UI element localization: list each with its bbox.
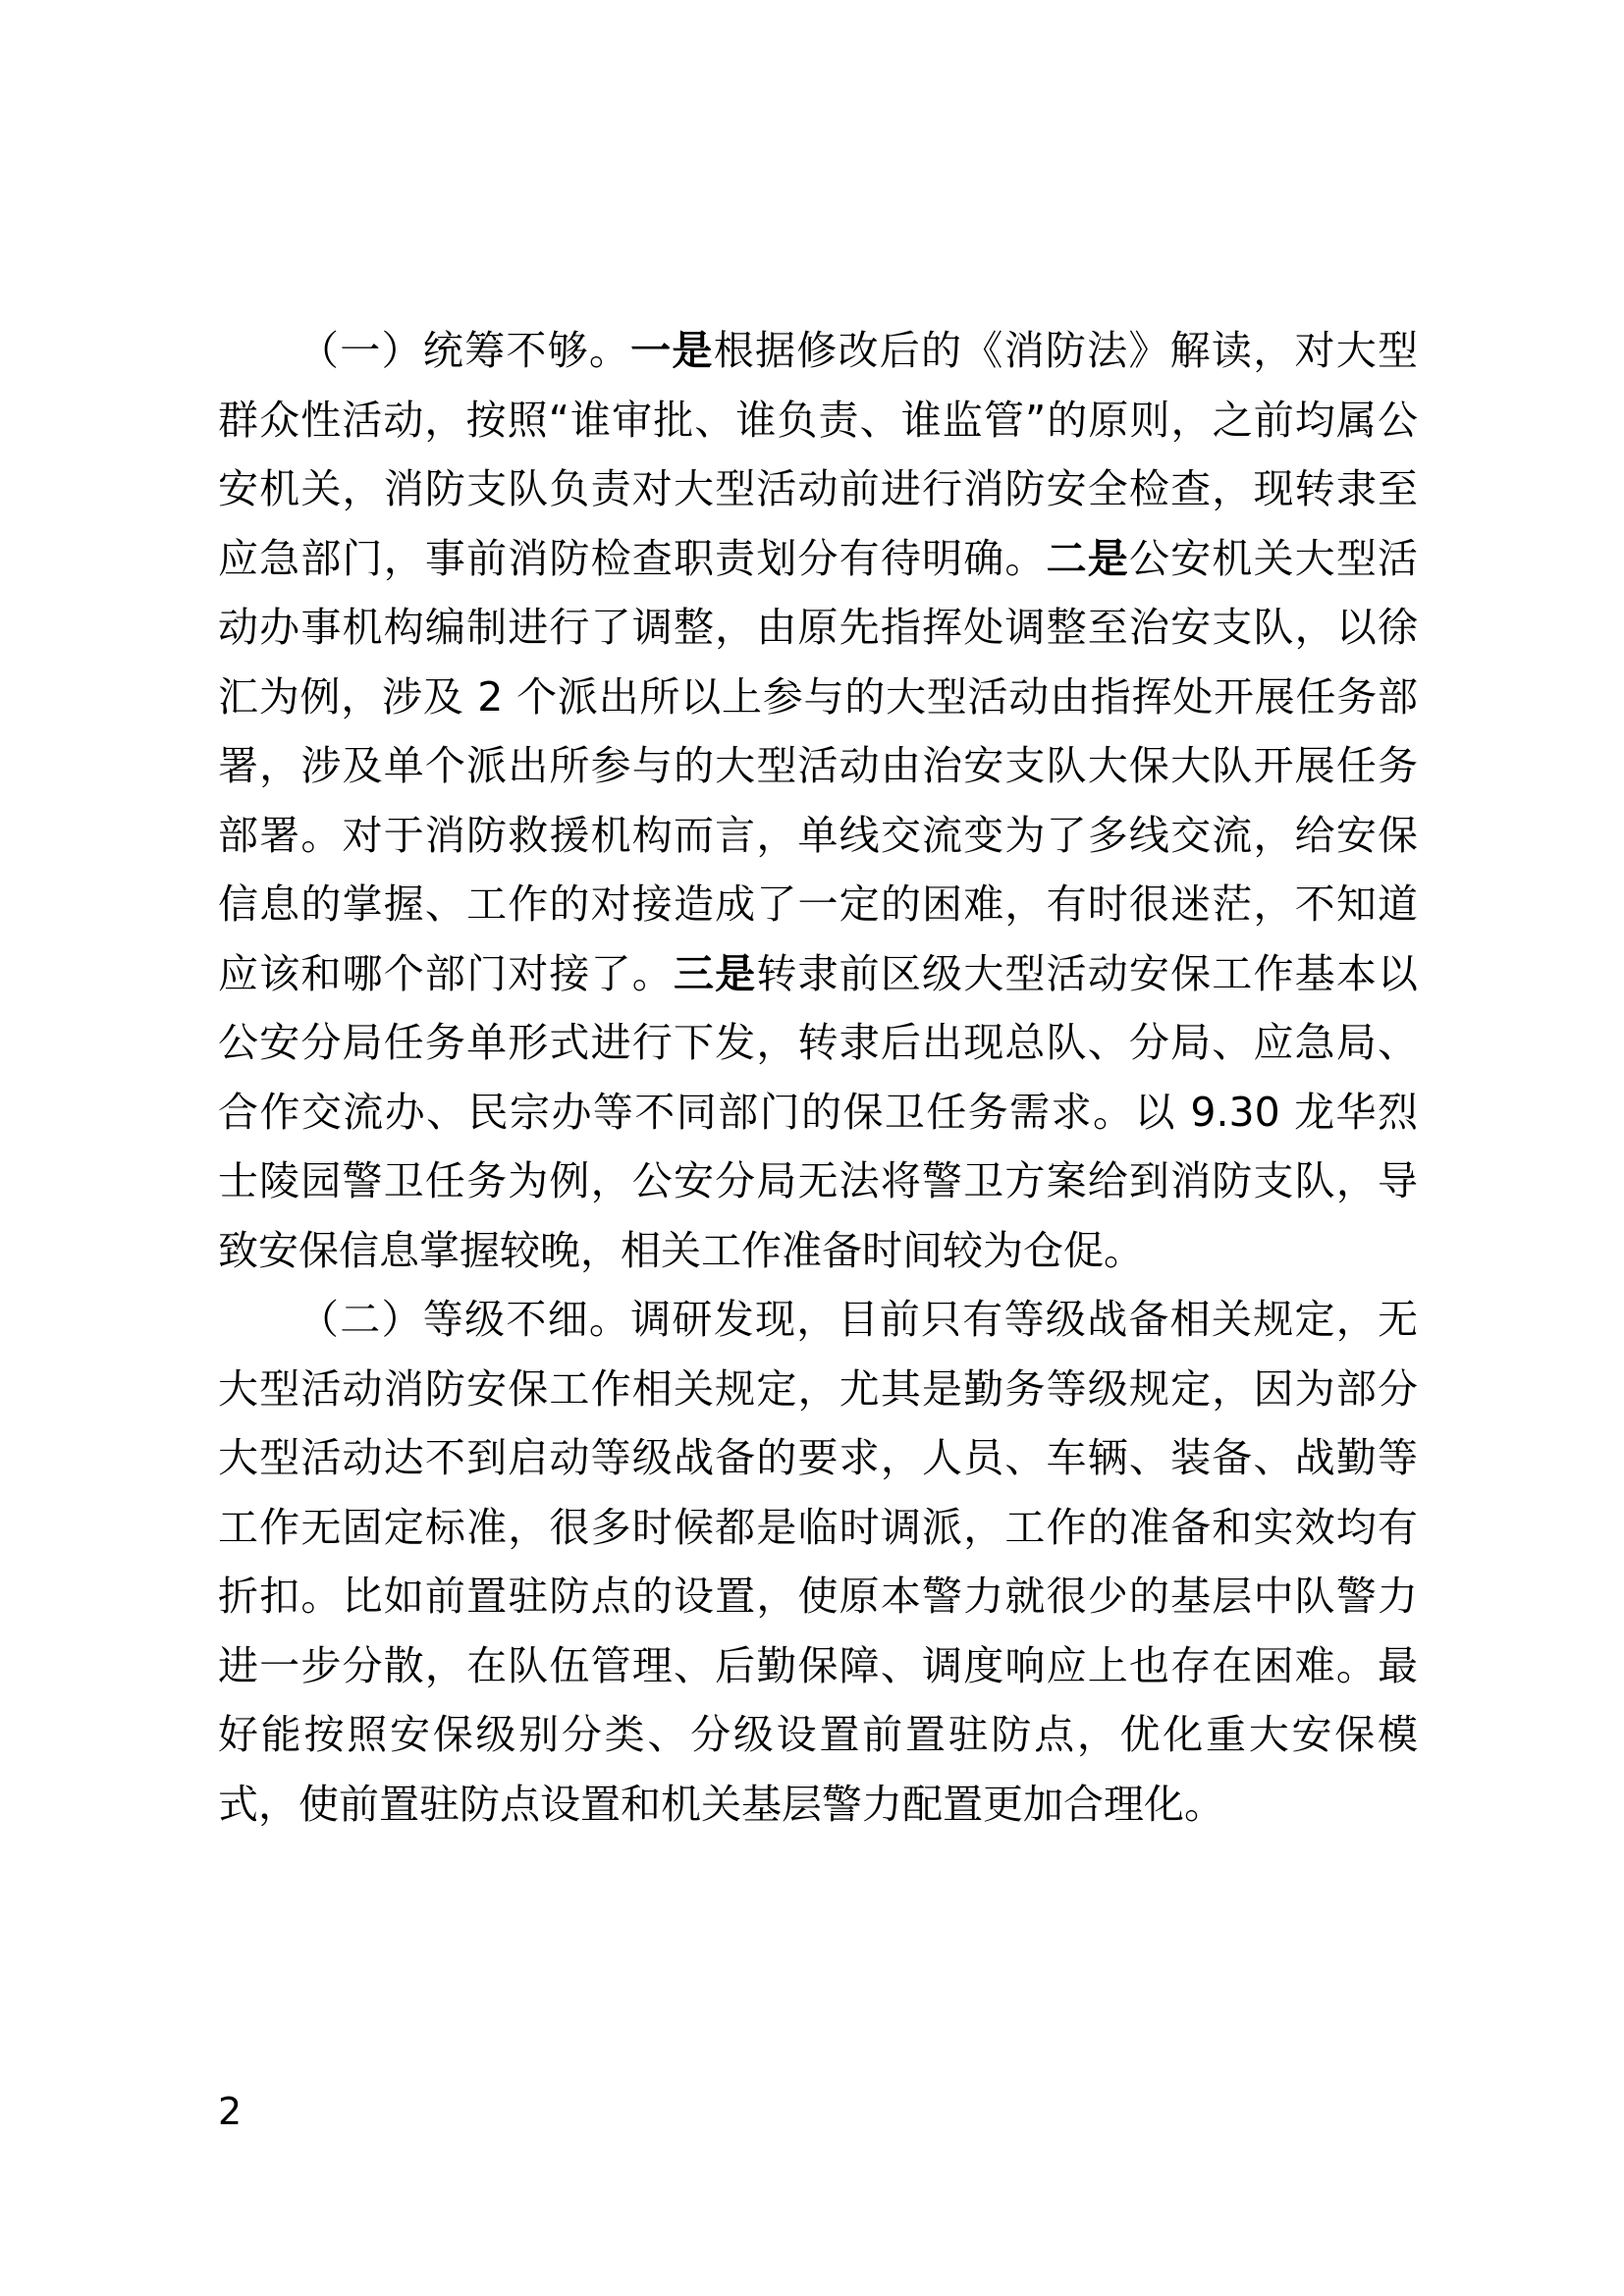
paragraph-1-point-1-marker: 一是 bbox=[630, 327, 714, 374]
paragraph-1-point-3-text: 转隶前区级大型活动安保工作基本以公安分局任务单形式进行下发，转隶后出现总队、分局、应急局、合作交流办、民宗办等不同部门的保卫任务需求。以 9.30 龙华烈士陵园警卫任务为例，公安分局无法将警卫方案给到消防支队，导致安保信息掌握较晚，相关工作准备时间较为仓促。 bbox=[218, 949, 1419, 1274]
page-number: 2 bbox=[218, 2090, 243, 2133]
paragraph-1-point-3-marker: 三是 bbox=[673, 949, 757, 997]
paragraph-2-text: （二）等级不细。调研发现，目前只有等级战备相关规定，无大型活动消防安保工作相关规定，尤其是勤务等级规定，因为部分大型活动达不到启动等级战备的要求，人员、车辆、装备、战勤等工作无固定标准，很多时候都是临时调派，工作的准备和实效均有折扣。比如前置驻防点的设置，使原本警力就很少的基层中队警力进一步分散，在队伍管理、后勤保障、调度响应上也存在困难。最好能按照安保级别分类、分级设置前置驻防点，优化重大安保模式，使前置驻防点设置和机关基层警力配置更加合理化。 bbox=[218, 1296, 1418, 1828]
paragraph-1-point-2-text: 公安机关大型活动办事机构编制进行了调整，由原先指挥处调整至治安支队，以徐汇为例，涉及 2 个派出所以上参与的大型活动由指挥处开展任务部署，涉及单个派出所参与的大型活动由治安支队大保大队开展任务部署。对于消防救援机构而言，单线交流变为了多线交流，给安保信息的掌握、工作的对接造成了一定的困难，有时很迷茫，不知道应该和哪个部门对接了。 bbox=[218, 534, 1419, 997]
paragraph-1-heading: （一）统筹不够。 bbox=[298, 327, 631, 374]
paragraph-1-point-2-marker: 二是 bbox=[1046, 534, 1129, 582]
body-text bbox=[218, 316, 1418, 1839]
paragraph-1-point-1-text: 根据修改后的《消防法》解读，对大型群众性活动，按照“谁审批、谁负责、谁监管”的原则，之前均属公安机关，消防支队负责对大型活动前进行消防安全检查，现转隶至应急部门，事前消防检查职责划分有待明确。 bbox=[218, 327, 1419, 582]
paragraph-1 bbox=[218, 316, 1418, 1285]
paragraph-2 bbox=[218, 1285, 1418, 1839]
